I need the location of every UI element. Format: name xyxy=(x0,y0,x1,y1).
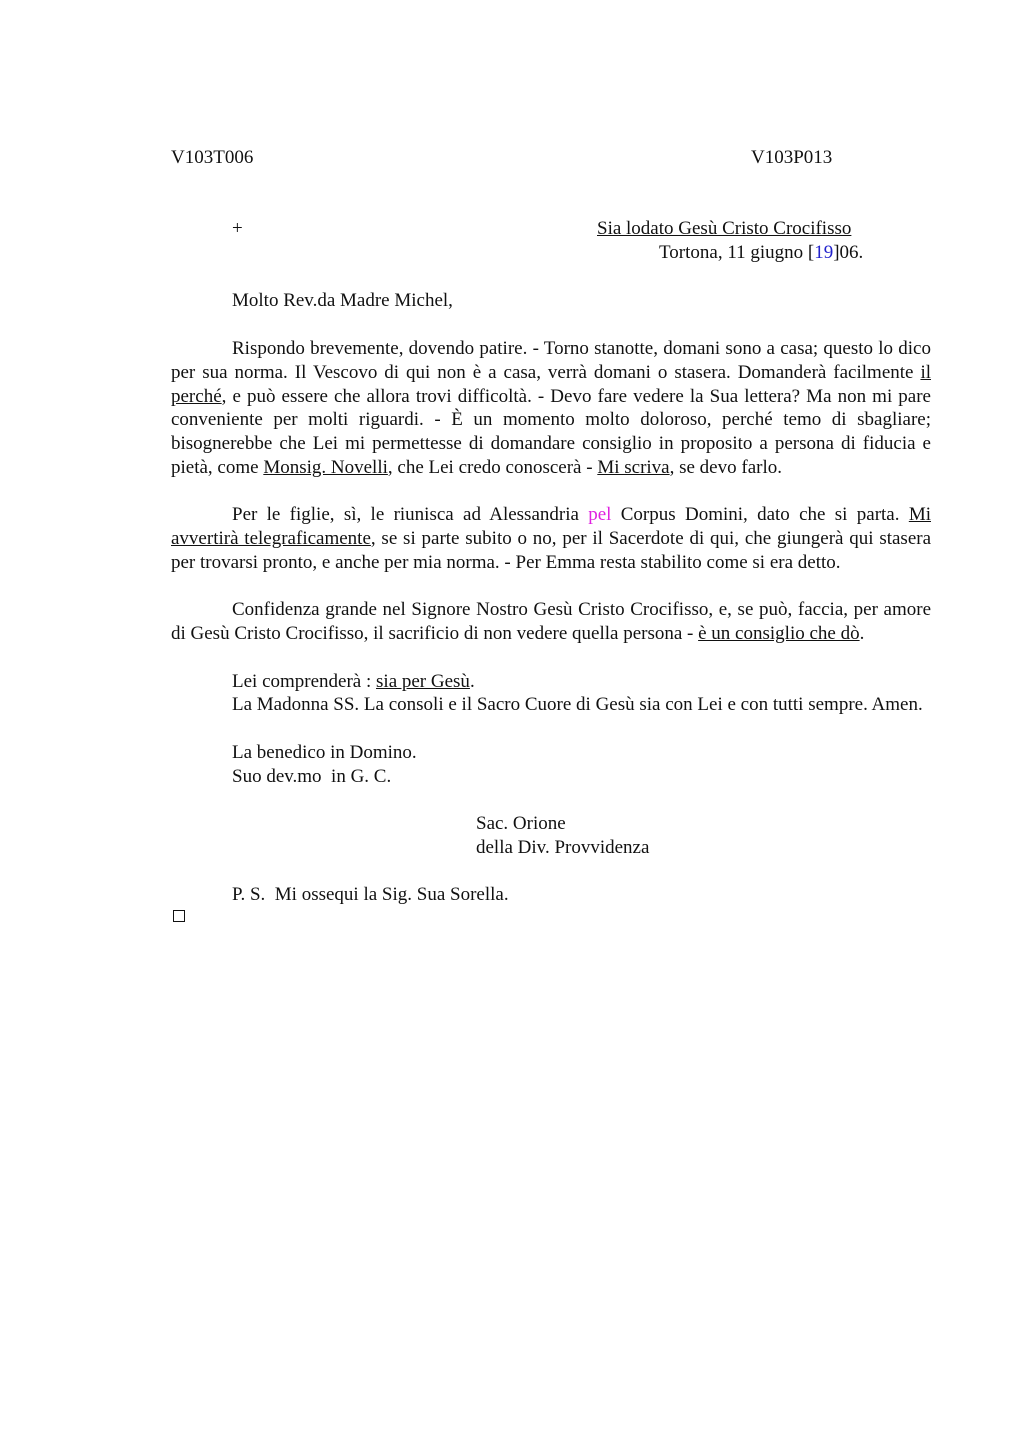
document-code-right: V103P013 xyxy=(751,147,833,168)
paragraph-1 xyxy=(171,337,931,480)
paragraph-4-text-b: . xyxy=(469,671,475,692)
paragraph-3-text-a: Confidenza grande nel Signore Nostro Gesù Cristo Crocifisso, e, se può, faccia, per amore di Gesù Cristo Crocifisso, il sacrificio di non vedere quella persona - xyxy=(171,599,931,644)
end-marker-box xyxy=(173,910,185,922)
paragraph-1-text-d: , se devo farlo. xyxy=(669,456,782,478)
document-code-left: V103T006 xyxy=(171,147,254,168)
motto: Sia lodato Gesù Cristo Crocifisso xyxy=(597,218,852,239)
place-date-suffix: ]06. xyxy=(833,242,864,263)
paragraph-1-text-a: Rispondo brevemente, dovendo patire. - Torno stanotte, domani sono a casa; questo lo dico per sua norma. Il Vescovo di qui non è a casa, verrà domani o stasera. Domanderà facilmente xyxy=(171,338,931,383)
paragraph-1-text-b: , e può essere che allora trovi difficoltà. - Devo fare vedere la Sua lettera? Ma non mi pare conveniente per molti riguardi. - È un momento molto doloroso, perché temo di sbagliare; bisognerebbe che Lei mi permettesse di domandare consiglio in proposito a persona di fiducia e pietà, come xyxy=(171,385,931,478)
underlined-phrase: Mi scriva xyxy=(597,456,670,478)
editorial-year-insert: 19 xyxy=(814,242,834,263)
underlined-phrase: è un consiglio che dò xyxy=(698,622,860,644)
signature-title: della Div. Provvidenza xyxy=(476,837,650,858)
signature-name: Sac. Orione xyxy=(476,813,566,834)
cross-symbol: + xyxy=(232,218,243,239)
blessing-line: La benedico in Domino. xyxy=(232,742,417,763)
paragraph-2-text-a: Per le figlie, sì, le riunisca ad Alessandria xyxy=(232,504,589,525)
paragraph-3-text-b: . xyxy=(859,622,865,644)
paragraph-2-text-b: Corpus Domini, dato che si parta. xyxy=(611,504,909,525)
paragraph-4-text-a: Lei comprenderà : xyxy=(232,671,377,692)
place-date-prefix: Tortona, 11 giugno [ xyxy=(659,242,815,263)
paragraph-1-text-c: , che Lei credo conoscerà - xyxy=(387,456,598,478)
underlined-name: Monsig. Novelli xyxy=(263,456,388,478)
paragraph-5: La Madonna SS. La consoli e il Sacro Cuore di Gesù sia con Lei e con tutti sempre. Amen. xyxy=(232,694,923,715)
devoted-line: Suo dev.mo in G. C. xyxy=(232,766,392,787)
paragraph-4 xyxy=(171,670,931,694)
paragraph-2 xyxy=(171,503,931,574)
underlined-phrase: Mi avvertirà telegraficamente xyxy=(171,504,931,549)
salutation: Molto Rev.da Madre Michel, xyxy=(232,290,453,311)
postscript: P. S. Mi ossequi la Sig. Sua Sorella. xyxy=(232,884,509,905)
paragraph-2-text-c: , se si parte subito o no, per il Sacerdote di qui, che giungerà qui stasera per trovarsi pronto, e anche per mia norma. - Per Emma resta stabilito come si era detto. xyxy=(171,527,932,573)
paragraph-3 xyxy=(171,598,931,646)
highlighted-word: pel xyxy=(588,504,612,525)
underlined-phrase: sia per Gesù xyxy=(376,671,470,692)
underlined-phrase: il perché xyxy=(171,361,931,407)
place-date xyxy=(659,241,863,265)
